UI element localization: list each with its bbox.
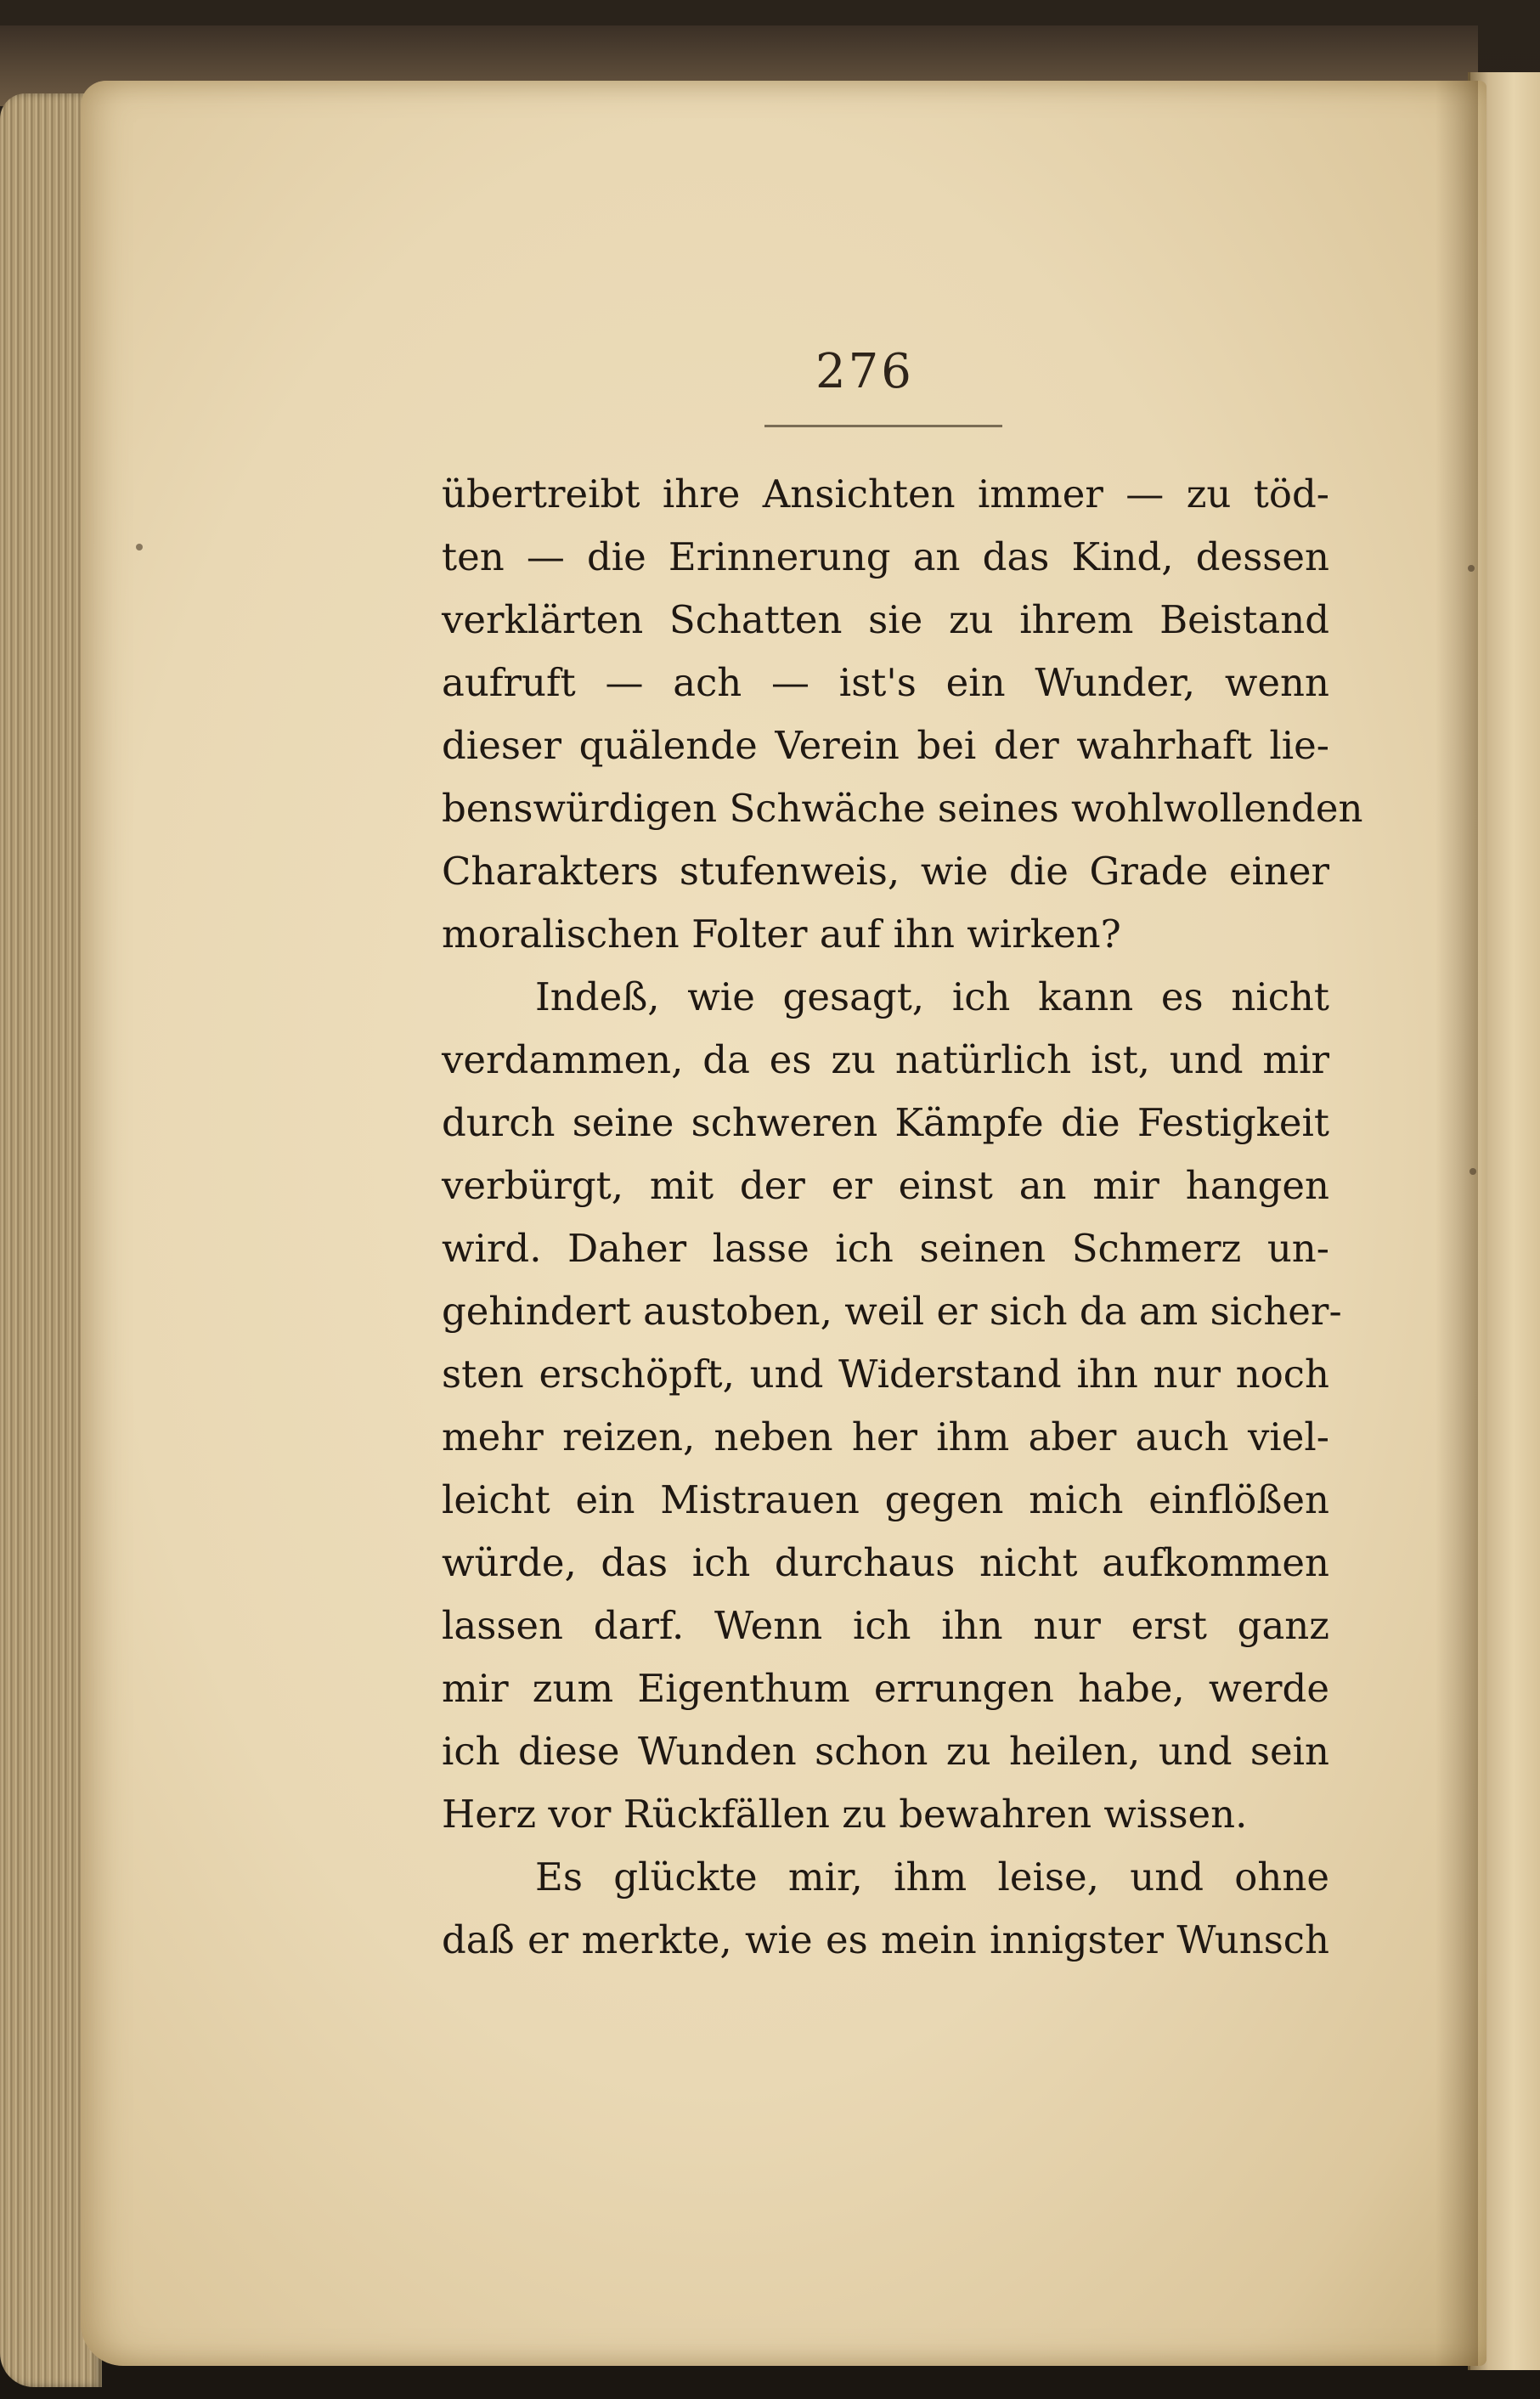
text-line: daß er merkte, wie es mein innigster Wunsch (442, 1917, 1329, 1962)
text-line: aufruft — ach — ist's ein Wunder, wenn (442, 660, 1329, 705)
text-line: mehr reizen, neben her ihm aber auch viel- (442, 1414, 1329, 1459)
paper-speck (1469, 1168, 1476, 1175)
text-line: Es glückte mir, ihm leise, und ohne (535, 1854, 1329, 1899)
text-line: lassen darf. Wenn ich ihn nur erst ganz (442, 1603, 1329, 1648)
text-line: verbürgt, mit der er einst an mir hangen (442, 1163, 1329, 1208)
paper-speck (136, 544, 143, 550)
text-line: Herz vor Rückfällen zu bewahren wissen. (442, 1792, 1248, 1837)
text-line: durch seine schweren Kämpfe die Festigkeit (442, 1100, 1329, 1145)
text-line: wird. Daher lasse ich seinen Schmerz un- (442, 1226, 1329, 1271)
header-rule (764, 425, 1002, 427)
text-line: übertreibt ihre Ansichten immer — zu töd- (442, 471, 1329, 516)
text-line: ich diese Wunden schon zu heilen, und sein (442, 1729, 1329, 1774)
text-line: Indeß, wie gesagt, ich kann es nicht (535, 974, 1329, 1019)
text-line: sten erschöpft, und Widerstand ihn nur noch (442, 1352, 1329, 1397)
text-line: verklärten Schatten sie zu ihrem Beistand (442, 597, 1329, 642)
text-line: Charakters stufenweis, wie die Grade einer (442, 849, 1329, 894)
paper-speck (1468, 565, 1475, 572)
text-line: moralischen Folter auf ihn wirken? (442, 912, 1121, 957)
text-line: gehindert austoben, weil er sich da am sicher- (442, 1289, 1342, 1334)
body-text (442, 463, 1363, 1972)
text-line: dieser quälende Verein bei der wahrhaft lie- (442, 723, 1329, 768)
text-line: ten — die Erinnerung an das Kind, dessen (442, 534, 1329, 579)
page-number: 276 (815, 344, 914, 399)
text-line: würde, das ich durchaus nicht aufkommen (442, 1540, 1329, 1585)
gutter-shadow (1436, 81, 1478, 2366)
text-line: verdammen, da es zu natürlich ist, und mir (442, 1037, 1329, 1082)
text-line: mir zum Eigenthum errungen habe, werde (442, 1666, 1329, 1711)
text-line: benswürdigen Schwäche seines wohlwollenden (442, 786, 1363, 831)
text-line: leicht ein Mistrauen gegen mich einflößen (442, 1477, 1329, 1522)
